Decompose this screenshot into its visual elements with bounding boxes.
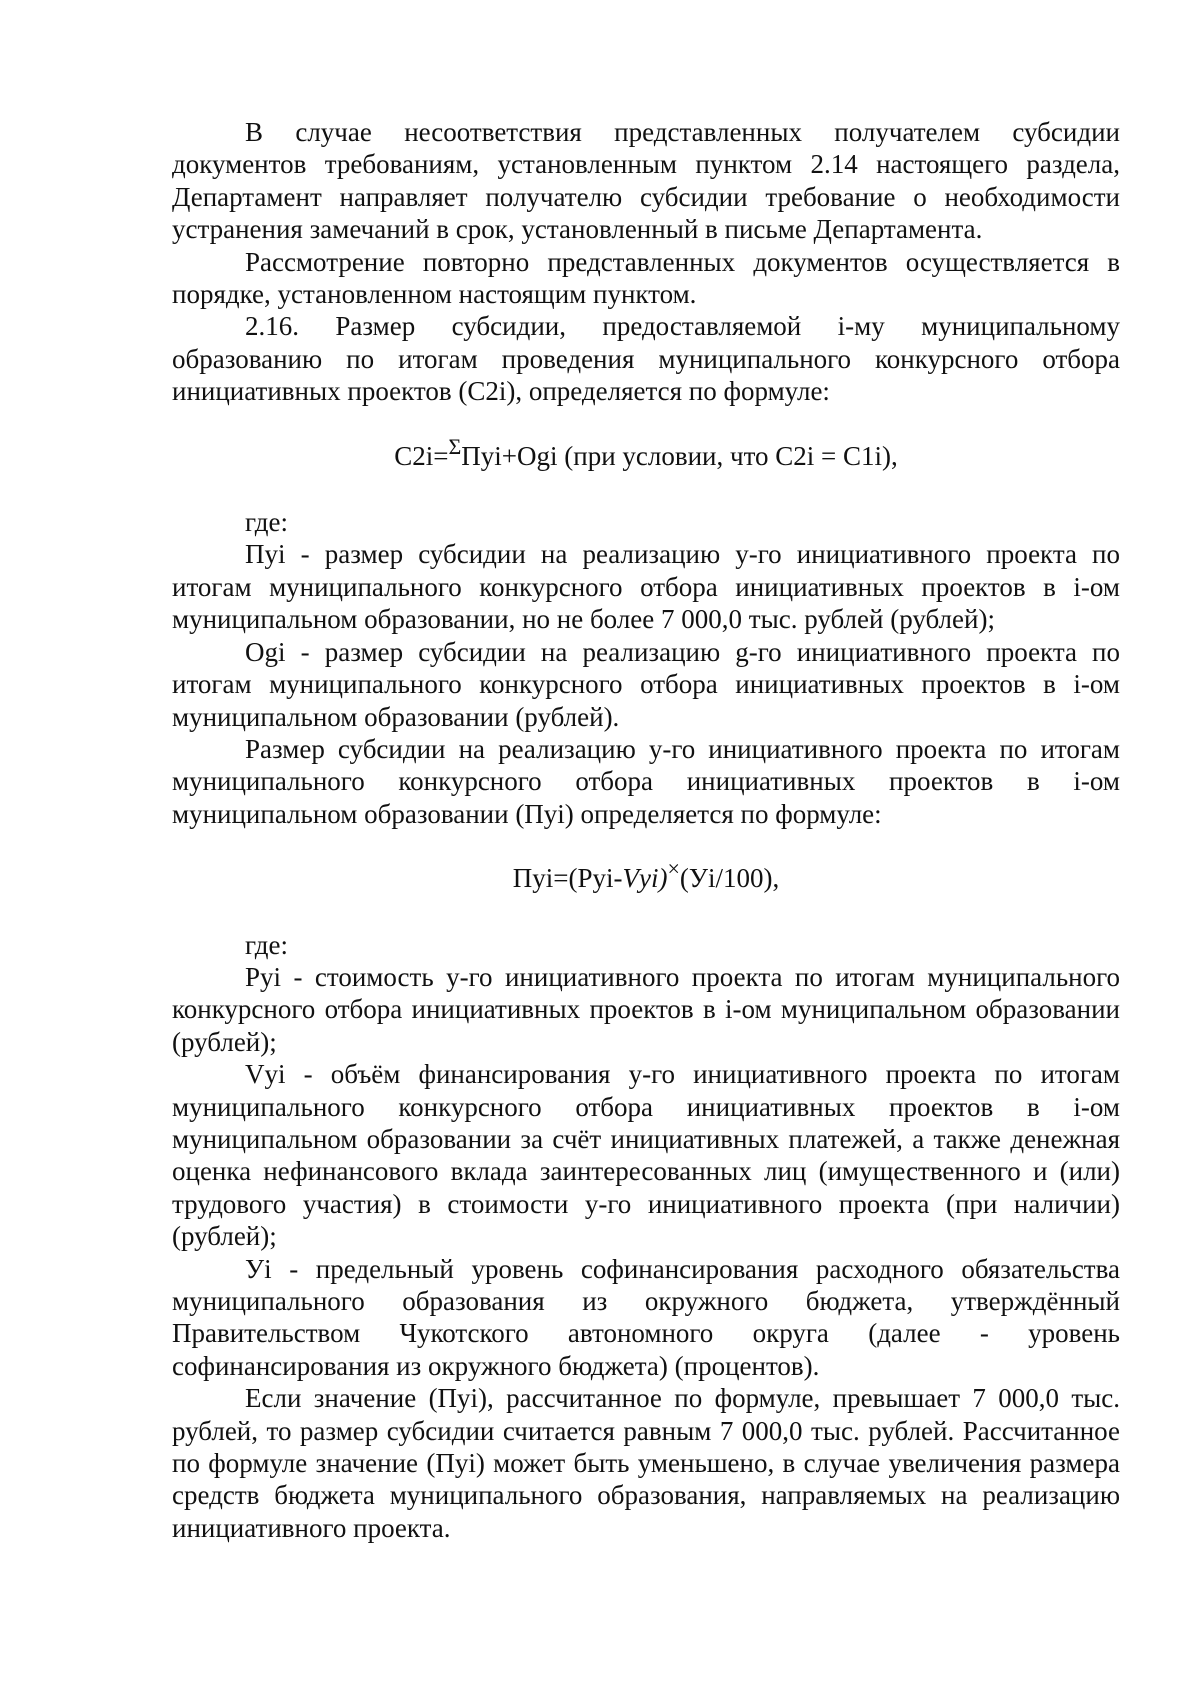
paragraph-limit-note: Если значение (Пуi), рассчитанное по формуле, превышает 7 000,0 тыс. рублей, то размер субсидии считается равным 7 000,0 тыс. рублей. Рассчитанное по формуле значение (Пуi) может быть уменьшено, в случае увеличения размера средств бюджета муниципального образования, направляемых на реализацию инициативного проекта.: [172, 1383, 1120, 1543]
formula-c2i-lhs: С2i=: [394, 440, 449, 471]
formula-spacer: [172, 474, 1120, 506]
formula-c2i: [172, 433, 1120, 474]
formula-pui: [172, 856, 1120, 896]
formula-c2i-rhs: Пуi+Оgi (при условии, что С2i = С1i),: [461, 440, 898, 471]
paragraph-yi-definition: Уi - предельный уровень софинансирования расходного обязательства муниципального образования из окружного бюджета, утверждённый Правительством Чукотского автономного округа (далее - уровень софинансирования из окружного бюджета) (процентов).: [172, 1253, 1120, 1381]
formula-spacer: [172, 830, 1120, 862]
formula-pui-part2: (Уi/100),: [679, 863, 780, 894]
sum-symbol: Σ: [448, 433, 462, 459]
paragraph-ryi-definition: Руi - стоимость у-го инициативного проекта по итогам муниципального конкурсного отбора инициативных проектов в i-ом муниципальном образовании (рублей);: [172, 961, 1120, 1057]
times-symbol: ×: [667, 856, 680, 882]
paragraph-nonconformity: В случае несоответствия представленных получателем субсидии документов требованиям, установленным пунктом 2.14 настоящего раздела, Департамент направляет получателю субсидии требование о необходимости устранения замечаний в срок, установленный в письме Департамента.: [172, 117, 1120, 245]
paragraph-2-16: 2.16. Размер субсидии, предоставляемой i-му муниципальному образованию по итогам проведения муниципального конкурсного отбора инициативных проектов (С2i), определяется по формуле:: [172, 311, 1120, 407]
formula-pui-part1: Пуi=(Руi-: [512, 863, 623, 894]
document-body: [172, 116, 1120, 1544]
formula-spacer: [172, 408, 1120, 440]
where-label: где:: [245, 507, 288, 538]
where-label: где:: [245, 929, 288, 960]
paragraph-ogi-definition: Оgi - размер субсидии на реализацию g-го инициативного проекта по итогам муниципального конкурсного отбора инициативных проектов в i-ом муниципальном образовании (рублей).: [172, 636, 1120, 732]
paragraph-pui-formula-intro: Размер субсидии на реализацию у-го инициативного проекта по итогам муниципального конкурсного отбора инициативных проектов в i-ом муниципальном образовании (Пуi) определяется по формуле:: [172, 733, 1120, 829]
formula-pui-vyi: Vуi): [622, 863, 668, 894]
paragraph-pui-definition: Пуi - размер субсидии на реализацию у-го инициативного проекта по итогам муниципального конкурсного отбора инициативных проектов в i-ом муниципальном образовании, но не более 7 000,0 тыс. рублей (рублей);: [172, 539, 1120, 635]
paragraph-resubmission: Рассмотрение повторно представленных документов осуществляется в порядке, установленном настоящим пунктом.: [172, 246, 1120, 310]
paragraph-vyi-definition: Vуi - объём финансирования у-го инициативного проекта по итогам муниципального конкурсного отбора инициативных проектов в i-ом муниципальном образовании за счёт инициативных платежей, а также денежная оценка нефинансового вклада заинтересованных лиц (имущественного и (или) трудового участия) в стоимости у-го инициативного проекта (при наличии) (рублей);: [172, 1059, 1120, 1252]
formula-spacer: [172, 897, 1120, 929]
